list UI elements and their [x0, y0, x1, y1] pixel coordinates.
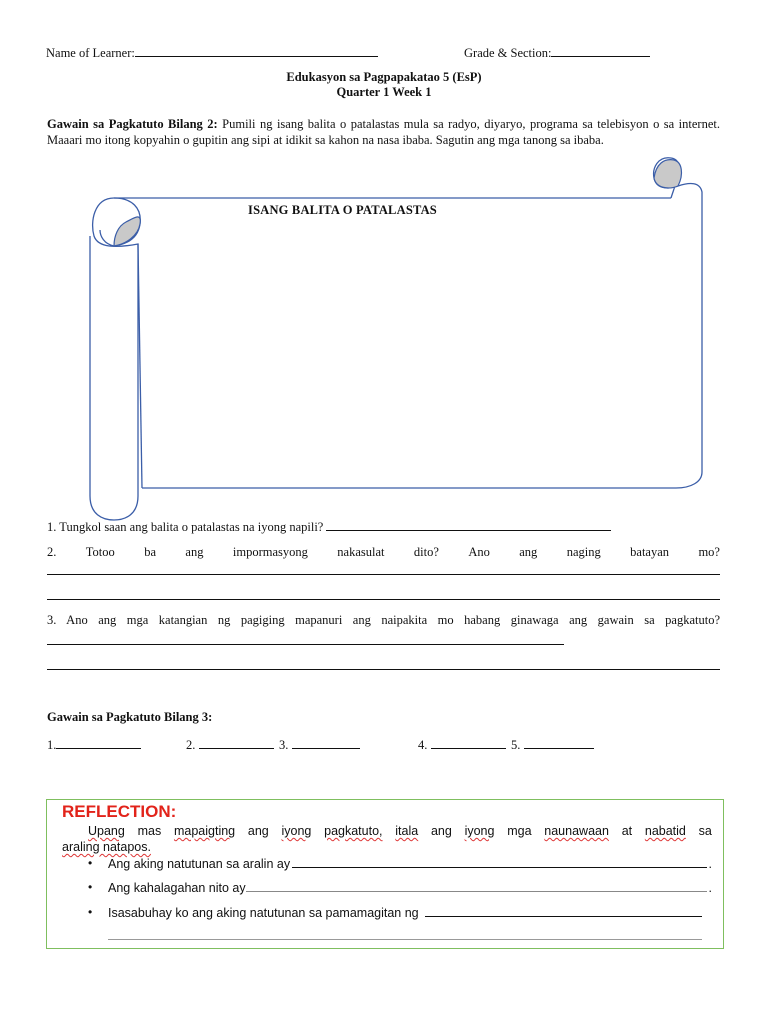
- intro-word: itala: [395, 824, 419, 838]
- answer-1-number: 1.: [47, 738, 57, 752]
- answer-2-number: 2.: [186, 738, 196, 752]
- intro-word: ang: [247, 824, 269, 838]
- activity-2-instructions: Pumili ng isang balita o patalastas mula sa radyo, diyaryo, programa sa telebisyon o sa internet. Maaari mo itong kopyahin o gupitin ang sipi at idikit sa kahon na nasa ibaba. Sagutin ang mga tanong sa ibaba.: [47, 117, 720, 147]
- bullet-3-answer-line-2[interactable]: [108, 939, 702, 940]
- bullet-3-answer-line[interactable]: [425, 916, 702, 917]
- intro-word: iyong: [281, 824, 312, 838]
- answer-4-number: 4.: [418, 738, 428, 752]
- bullet-1-answer-line[interactable]: [292, 867, 706, 868]
- document-title: Edukasyon sa Pagpapakatao 5 (EsP): [286, 70, 482, 84]
- reflection-title: REFLECTION:: [62, 802, 177, 821]
- intro-word: ang: [430, 824, 452, 838]
- bullet-1-period: .: [708, 857, 712, 871]
- intro-word: pagkatuto,: [324, 824, 383, 838]
- answer-4-item: [418, 736, 506, 753]
- name-of-learner-field[interactable]: [135, 44, 378, 57]
- activity-2-paragraph: [47, 116, 720, 148]
- name-of-learner-row: [46, 44, 378, 61]
- bullet-2-answer-line[interactable]: [246, 891, 707, 892]
- question-3-answer-line-2[interactable]: [47, 669, 720, 670]
- intro-word: iyong: [464, 824, 495, 838]
- answer-5-number: 5.: [511, 738, 521, 752]
- bullet-1-dot: •: [88, 856, 93, 870]
- activity-2-heading: Gawain sa Pagkatuto Bilang 2:: [47, 117, 218, 131]
- question-1-text: 1. Tungkol saan ang balita o patalastas na iyong napili?: [47, 520, 324, 534]
- answer-1-item: [47, 736, 141, 753]
- reflection-intro-line-2: araling natapos.: [62, 840, 151, 854]
- document-subtitle: Quarter 1 Week 1: [336, 85, 432, 99]
- grade-section-label: Grade & Section:: [464, 46, 552, 60]
- bullet-1-row: [108, 857, 712, 871]
- q2-word: 2.: [47, 545, 57, 559]
- answer-3-item: [279, 736, 360, 753]
- bullet-3-row: [108, 906, 702, 920]
- grade-section-row: [464, 44, 650, 61]
- bullet-2-period: .: [708, 881, 712, 895]
- question-3-answer-line-1[interactable]: [47, 644, 564, 645]
- answer-2-line[interactable]: [199, 736, 274, 749]
- intro-word: at: [621, 824, 633, 838]
- grade-section-field[interactable]: [551, 44, 650, 57]
- bullet-3-dot: •: [88, 905, 93, 919]
- intro-word: sa: [698, 824, 712, 838]
- bullet-2-dot: •: [88, 880, 93, 894]
- intro-word: naunawaan: [544, 824, 609, 838]
- answer-1-line[interactable]: [56, 736, 141, 749]
- answer-3-number: 3.: [279, 738, 289, 752]
- reflection-intro-line-1: [88, 824, 712, 838]
- bullet-1-text: Ang aking natutunan sa aralin ay: [108, 857, 291, 871]
- question-3-text: 3. Ano ang mga katangian ng pagiging mapanuri ang naipakita mo habang ginawaga ang gawain sa pagkatuto?: [47, 613, 720, 627]
- intro-word: nabatid: [644, 824, 686, 838]
- answer-4-line[interactable]: [431, 736, 506, 749]
- q2-word: ang: [519, 545, 538, 559]
- scroll-title: ISANG BALITA O PATALASTAS: [248, 203, 437, 217]
- intro-word: Upang: [88, 824, 125, 838]
- answer-5-line[interactable]: [524, 736, 594, 749]
- answer-2-item: [186, 736, 274, 753]
- q2-word: Totoo: [85, 545, 115, 559]
- q2-word: Ano: [468, 545, 490, 559]
- activity-3-heading: Gawain sa Pagkatuto Bilang 3:: [47, 710, 213, 724]
- bullet-2-text: Ang kahalagahan nito ay: [108, 881, 246, 895]
- question-1-answer-line[interactable]: [326, 518, 611, 531]
- q2-word: dito?: [413, 545, 439, 559]
- intro-word: mga: [507, 824, 532, 838]
- q2-word: mo?: [698, 545, 720, 559]
- intro-word: mapaigting: [173, 824, 236, 838]
- question-2-row: [47, 545, 720, 560]
- intro-word: mas: [137, 824, 162, 838]
- answer-3-line[interactable]: [292, 736, 360, 749]
- q2-word: impormasyong: [232, 545, 308, 559]
- question-2-answer-line-2[interactable]: [47, 599, 720, 600]
- question-1-row: [47, 518, 611, 535]
- bullet-3-text: Isasabuhay ko ang aking natutunan sa pamamagitan ng: [108, 906, 419, 920]
- answer-5-item: [511, 736, 594, 753]
- q2-word: nakasulat: [337, 545, 385, 559]
- q2-word: ang: [185, 545, 204, 559]
- q2-word: batayan: [630, 545, 670, 559]
- name-of-learner-label: Name of Learner:: [46, 46, 135, 60]
- bullet-2-row: [108, 881, 712, 895]
- activity-3-answers: [47, 736, 720, 752]
- question-2-answer-line-1[interactable]: [47, 574, 720, 575]
- q2-word: naging: [566, 545, 601, 559]
- q2-word: ba: [144, 545, 156, 559]
